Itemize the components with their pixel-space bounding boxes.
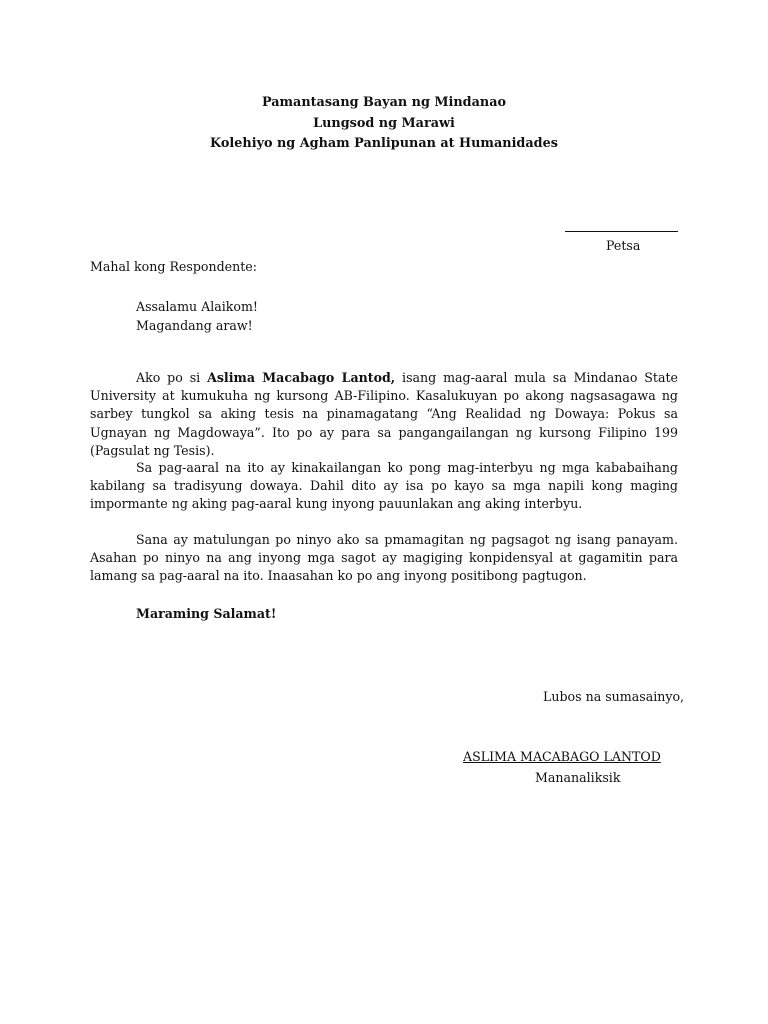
paragraph-assurance: Sana ay matulungan po ninyo ako sa pmamagitan ng pagsagot ng isang panayam. Asahan po ninyo na ang inyong mga sagot ay magiging konpidensyal at gagamitin para lamang sa pag-aaral na ito. Inaasahan ko po ang inyong positibong pagtugon. bbox=[90, 532, 678, 584]
researcher-name-bold: Aslima Macabago Lantod, bbox=[207, 370, 396, 385]
university-name: Pamantasang Bayan ng Mindanao bbox=[261, 95, 507, 110]
thanks-line: Maraming Salamat! bbox=[136, 606, 277, 621]
paragraph-intro-lead: Ako po si bbox=[136, 370, 208, 385]
date-blank-line bbox=[565, 231, 678, 232]
date-label: Petsa bbox=[606, 238, 641, 253]
signer-role: Mananaliksik bbox=[535, 770, 621, 785]
paragraph-intro-body: isang mag-aaral mula sa Mindanao State University at kumukuha ng kursong AB-Filipino. Kasalukuyan po akong nagsasagawa ng sarbey tungkol sa aking tesis na pinamagatang “Ang Realidad ng Dowaya: Pokus sa Ugnayan ng Magdowaya”. Ito po ay para sa pangangailangan ng kursong Filipino 199 (Pagsulat ng Tesis). bbox=[90, 370, 678, 458]
salutation-2: Magandang araw! bbox=[136, 318, 253, 333]
city-name: Lungsod ng Marawi bbox=[313, 116, 455, 131]
closing-line: Lubos na sumasainyo, bbox=[543, 689, 685, 704]
paragraph-intro bbox=[90, 369, 678, 460]
greeting: Mahal kong Respondente: bbox=[90, 259, 257, 274]
college-name: Kolehiyo ng Agham Panlipunan at Humanidades bbox=[210, 136, 558, 151]
paragraph-request: Sa pag-aaral na ito ay kinakailangan ko pong mag-interbyu ng mga kababaihang kabilang sa tradisyung dowaya. Dahil dito ay isa po kayo sa mga napili kong maging impormante ng aking pag-aaral kung inyong pauunlakan ang aking interbyu. bbox=[90, 460, 678, 512]
salutation-1: Assalamu Alaikom! bbox=[136, 299, 258, 314]
signer-name: ASLIMA MACABAGO LANTOD bbox=[463, 749, 661, 764]
